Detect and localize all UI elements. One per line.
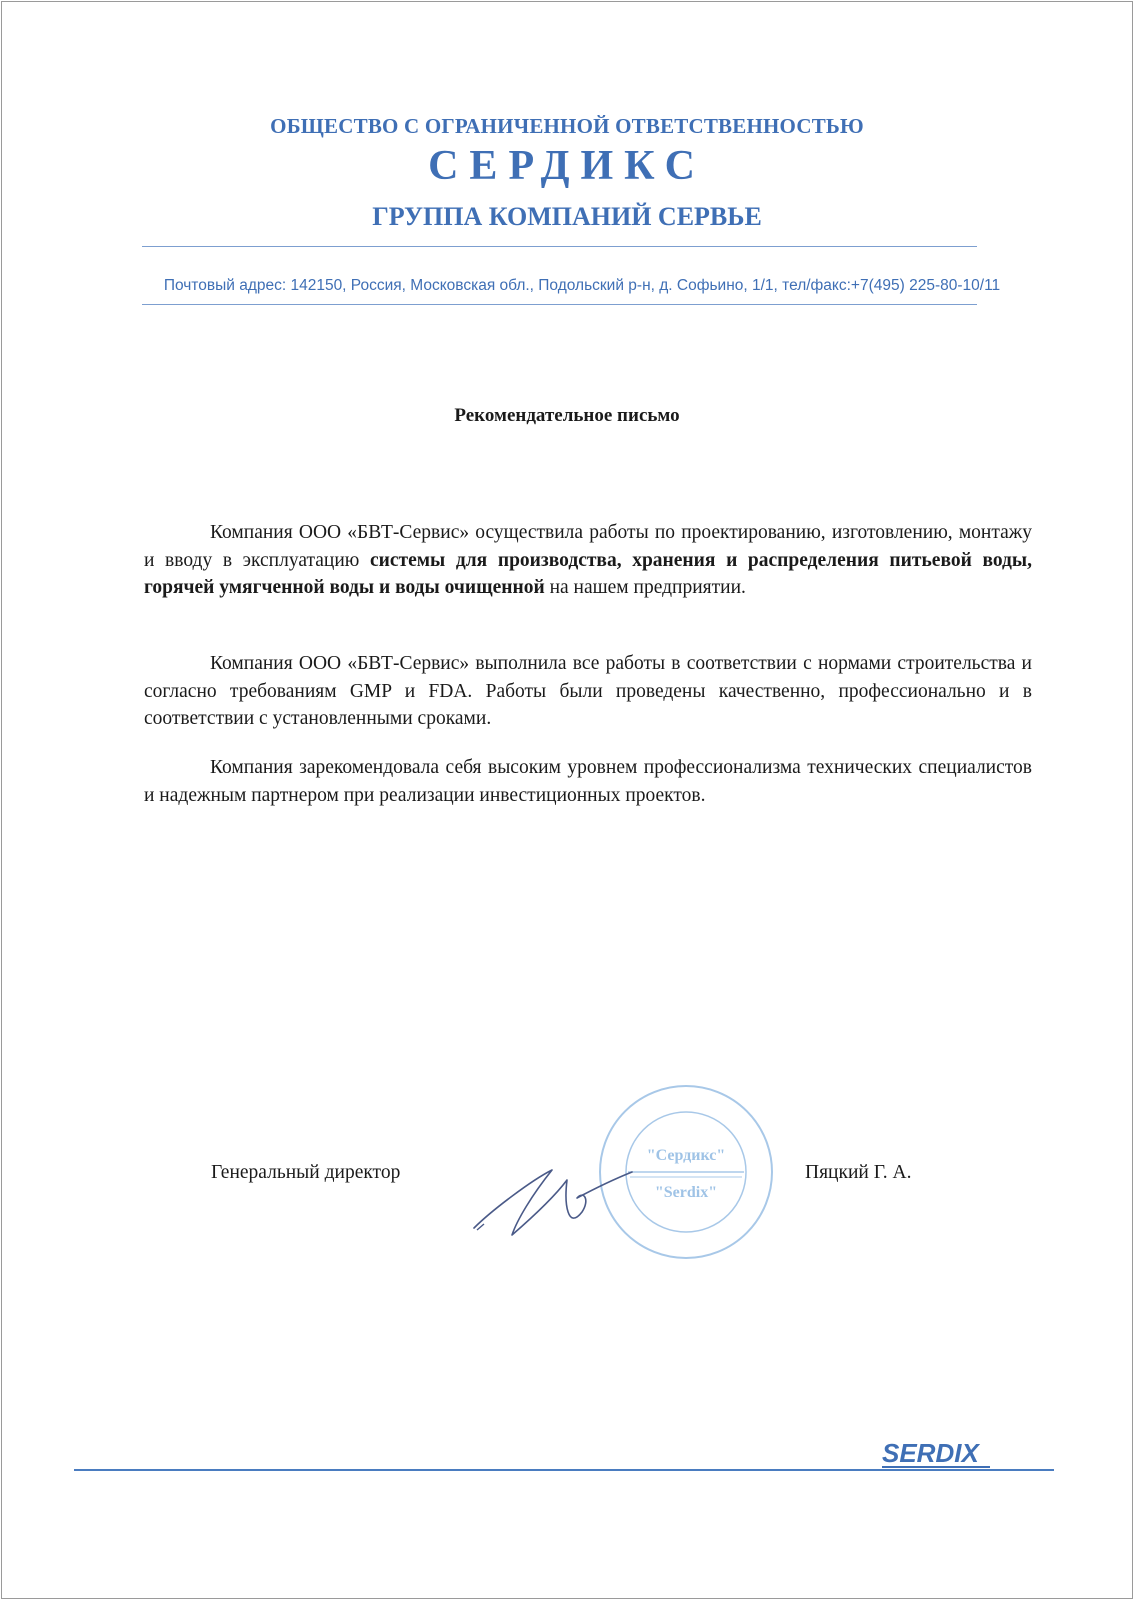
company-group: ГРУППА КОМПАНИЙ СЕРВЬЕ [372,202,762,231]
paragraph-2-text: Компания ООО «БВТ-Сервис» выполнила все работы в соответствии с нормами строительства и согласно требованиям GMP и FDA. Работы были проведены качественно, профессионально и в соответствии с установленными сроками. [144,653,1032,729]
stamp-text-top: "Сердикс" [646,1147,726,1164]
handwritten-signature [472,1150,712,1260]
stamp-text-bottom: "Serdix" [654,1184,718,1201]
signatory-position: Генеральный директор [211,1162,401,1183]
paragraph-2 [144,650,1032,733]
serdix-logo [880,1434,996,1474]
company-name: СЕРДИКС [428,143,706,189]
paragraph-1-bold: системы для производства, хранения и распределения питьевой воды, горячей умягченной воды и воды очищенной [144,549,1032,598]
paragraph-3-text: Компания зарекомендовала себя высоким уровнем профессионализма технических специалистов и надежным партнером при реализации инвестиционных проектов. [144,757,1032,806]
paragraph-3 [144,754,1032,809]
company-legal-form: ОБЩЕСТВО С ОГРАНИЧЕННОЙ ОТВЕТСТВЕННОСТЬЮ [270,114,864,138]
footer-rule [74,1469,1054,1471]
letter-title: Рекомендательное письмо [454,405,680,426]
letter-page [1,1,1133,1599]
postal-address: Почтовый адрес: 142150, Россия, Московская обл., Подольский р-н, д. Софьино, 1/1, тел/факс:+7(495) 225-80-10/11 [163,277,1001,294]
signatory-name: Пяцкий Г. А. [805,1162,912,1183]
paragraph-1 [144,519,1032,602]
paragraph-1-start: Компания ООО «БВТ-Сервис» осуществила работы по проектированию, изготовлению, монтажу и вводу в эксплуатацию [144,522,1032,571]
logo-text: SERDIX [882,1438,979,1468]
paragraph-1-end: на нашем предприятии. [544,577,746,598]
header-rule-top [142,246,977,247]
header-rule-bottom [142,304,977,305]
